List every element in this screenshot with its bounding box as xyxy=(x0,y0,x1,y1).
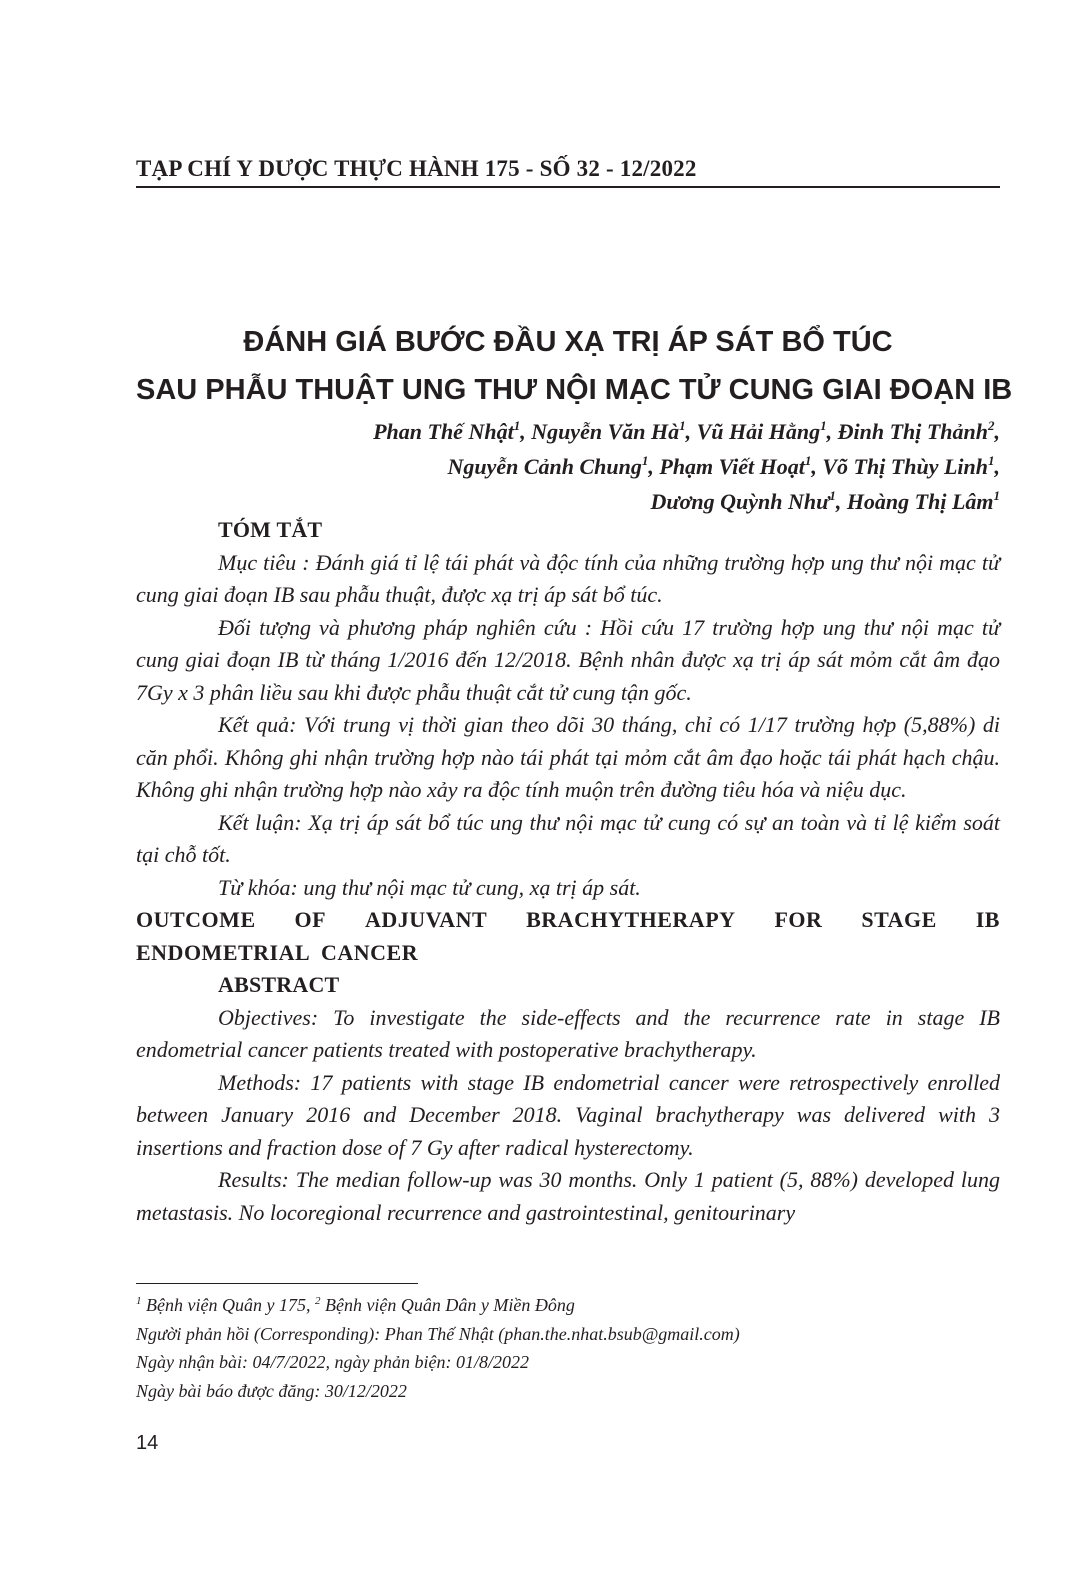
article-title-english xyxy=(136,904,1000,969)
affiliation-marker: 2 xyxy=(314,1295,321,1307)
affiliations-footnote xyxy=(136,1291,740,1320)
title-word: OF xyxy=(294,907,327,932)
affiliation-marker: 1 xyxy=(136,1295,142,1307)
author-name: Vũ Hải Hằng xyxy=(696,419,821,444)
corresponding-author-footnote: Người phản hồi (Corresponding): Phan Thế Nhật (phan.the.nhat.bsub@gmail.com) xyxy=(136,1323,740,1344)
header-divider xyxy=(136,186,1000,188)
journal-page xyxy=(136,0,1013,1581)
title-word: FOR xyxy=(774,907,823,932)
author-line-2 xyxy=(373,449,1000,484)
abstract-results-english: Results: The median follow-up was 30 months. Only 1 patient (5, 88%) developed lung metastasis. No locoregional recurrence and gastrointestinal, genitourinary xyxy=(136,1167,1000,1225)
affiliation-marker: 1 xyxy=(993,487,1000,503)
article-body xyxy=(136,514,1000,1229)
affiliation-marker: 2 xyxy=(988,417,995,433)
received-date-footnote: Ngày nhận bài: 04/7/2022, ngày phản biện: 01/8/2022 xyxy=(136,1352,529,1372)
author-name: Phạm Viết Hoạt xyxy=(659,454,805,479)
abstract-heading-english: ABSTRACT xyxy=(218,972,340,997)
abstract-methods-english: Methods: 17 patients with stage IB endometrial cancer were retrospectively enrolled between January 2016 and December 2018. Vaginal brachytherapy was delivered with 3 insertions and fraction dose of 7 Gy after radical hysterectomy. xyxy=(136,1069,1000,1160)
author-separator: , xyxy=(685,419,697,444)
author-separator: , xyxy=(520,419,532,444)
affiliation-marker: 1 xyxy=(679,417,686,433)
title-line-1: ĐÁNH GIÁ BƯỚC ĐẦU XẠ TRỊ ÁP SÁT BỔ TÚC xyxy=(243,326,893,358)
title-word: OUTCOME xyxy=(136,907,256,932)
journal-running-header: TẠP CHÍ Y DƯỢC THỰC HÀNH 175 - SỐ 32 - 12/2022 xyxy=(136,156,697,181)
abstract-objective-vietnamese: Mục tiêu : Đánh giá tỉ lệ tái phát và độc tính của những trường hợp ung thư nội mạc tử cung giai đoạn IB sau phẫu thuật, được xạ trị áp sát bổ túc. xyxy=(136,549,1000,607)
author-name: Dương Quỳnh Như xyxy=(650,489,830,514)
author-separator: , xyxy=(826,419,838,444)
author-name: Nguyễn Văn Hà xyxy=(531,419,680,444)
author-line-1 xyxy=(373,414,1000,449)
author-separator: , xyxy=(811,454,823,479)
keywords-vietnamese: Từ khóa: ung thư nội mạc tử cung, xạ trị áp sát. xyxy=(218,874,641,900)
affiliation-marker: 1 xyxy=(641,452,649,468)
abstract-methods-vietnamese: Đối tượng và phương pháp nghiên cứu : Hồi cứu 17 trường hợp ung thư nội mạc tử cung giai đoạn IB từ tháng 1/2016 đến 12/2018. Bệnh nhân được xạ trị áp sát mỏm cắt âm đạo 7Gy x 3 phân liều sau khi được phẫu thuật cắt tử cung tận gốc. xyxy=(136,614,1000,705)
affiliation-marker: 1 xyxy=(988,452,995,468)
article-title-vietnamese xyxy=(136,318,1013,414)
affiliation-marker: 1 xyxy=(820,417,827,433)
author-name: Đinh Thị Thảnh xyxy=(837,419,988,444)
author-separator: , xyxy=(835,489,847,514)
author-name: Hoàng Thị Lâm xyxy=(846,489,994,514)
title-word: ADJUVANT xyxy=(365,907,488,932)
affiliation-2: Bệnh viện Quân Dân y Miền Đông xyxy=(320,1295,575,1315)
author-separator: , xyxy=(994,419,1000,444)
affiliation-1: Bệnh viện Quân y 175, xyxy=(141,1295,315,1315)
page-number: 14 xyxy=(136,1432,159,1454)
affiliation-marker: 1 xyxy=(513,417,521,433)
author-name: Võ Thị Thùy Linh xyxy=(822,454,988,479)
title-word: BRACHYTHERAPY xyxy=(526,907,736,932)
author-name: Nguyễn Cảnh Chung xyxy=(447,454,642,479)
title-word: STAGE xyxy=(861,907,937,932)
affiliation-marker: 1 xyxy=(829,487,836,503)
title-word: IB xyxy=(975,907,1000,932)
english-title-line-2: ENDOMETRIAL CANCER xyxy=(136,939,419,965)
published-date-footnote: Ngày bài báo được đăng: 30/12/2022 xyxy=(136,1380,407,1401)
title-line-2: SAU PHẪU THUẬT UNG THƯ NỘI MẠC TỬ CUNG GIAI ĐOẠN IB xyxy=(136,374,1013,406)
abstract-heading-vietnamese: TÓM TẮT xyxy=(218,517,323,542)
english-title-line-1 xyxy=(136,904,1000,937)
footnotes xyxy=(136,1291,740,1405)
footnote-divider xyxy=(136,1283,418,1284)
abstract-conclusion-vietnamese: Kết luận: Xạ trị áp sát bổ túc ung thư nội mạc tử cung có sự an toàn và tỉ lệ kiểm soát tại chỗ tốt. xyxy=(136,809,1000,867)
author-separator: , xyxy=(994,454,1000,479)
affiliation-marker: 1 xyxy=(804,452,812,468)
abstract-objectives-english: Objectives: To investigate the side-effects and the recurrence rate in stage IB endometrial cancer patients treated with postoperative brachytherapy. xyxy=(136,1004,1000,1062)
author-list xyxy=(373,414,1000,519)
author-separator: , xyxy=(648,454,660,479)
abstract-results-vietnamese: Kết quả: Với trung vị thời gian theo dõi 30 tháng, chỉ có 1/17 trường hợp (5,88%) di căn phổi. Không ghi nhận trường hợp nào tái phát tại mỏm cắt âm đạo hoặc tái phát hạch chậu. Không ghi nhận trường hợp nào xảy ra độc tính muộn trên đường tiêu hóa và niệu dục. xyxy=(136,712,1000,802)
author-name: Phan Thế Nhật xyxy=(373,419,514,444)
